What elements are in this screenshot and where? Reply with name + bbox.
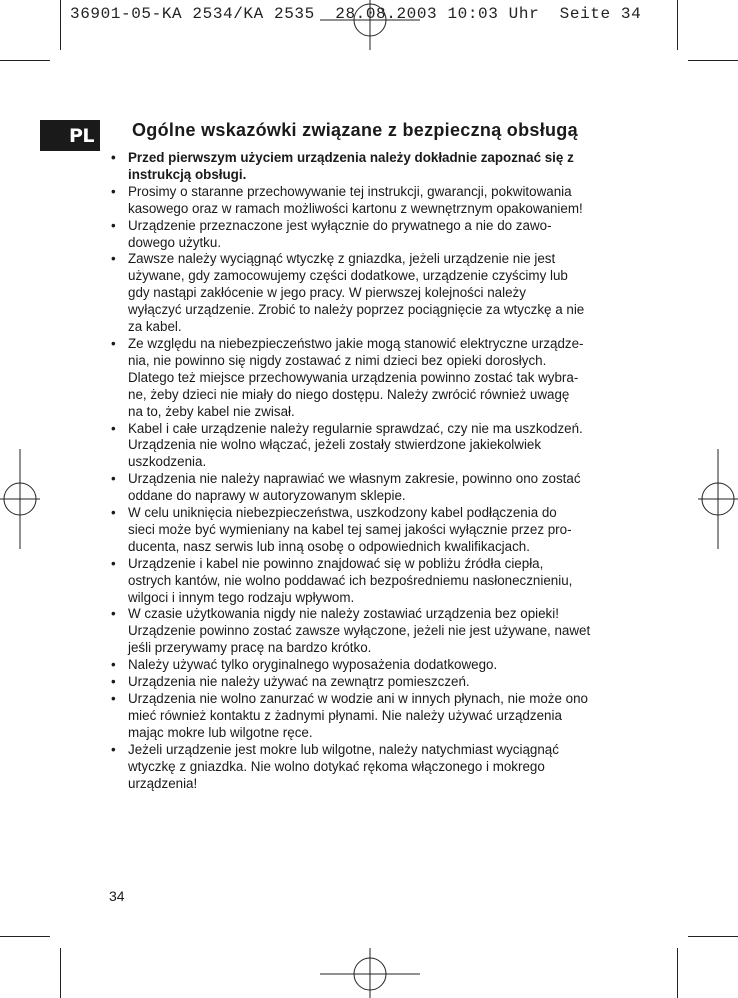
list-item-line: • Zawsze należy wyciągnąć wtyczkę z gniazdka, jeżeli urządzenie nie jest [128,251,556,267]
list-item-line: • W czasie użytkowania nigdy nie należy zostawiać urządzenia bez opieki! [128,606,559,622]
registration-mark-top [320,0,420,50]
crop-mark [60,0,61,50]
list-item [110,606,640,657]
list-item-line: mając mokre lub wilgotne ręce. [128,724,313,740]
list-item [110,184,640,218]
list-item [110,674,640,691]
registration-mark-bottom [320,948,420,998]
list-item-line: uszkodzenia. [128,454,207,470]
list-item-line: wyłączyć urządzenie. Zrobić to należy poprzez pociągnięcie za wtyczkę a nie [128,302,585,318]
list-item-line: ostrych kantów, nie wolno poddawać ich bezpośredniemu nasłonecznieniu, [128,572,573,588]
page-number: 34 [109,888,125,904]
list-item-line: • Należy używać tylko oryginalnego wyposażenia dodatkowego. [128,657,498,673]
crop-mark [60,948,61,998]
list-item-line: • Urządzenia nie wolno zanurzać w wodzie ani w innych płynach, nie może ono [128,691,588,706]
list-item-line: jeśli przerywamy pracę na bardzo krótko. [128,640,372,656]
list-item-line: kasowego oraz w ramach możliwości kartonu z wewnętrznym opakowaniem! [128,200,583,216]
list-item [110,742,640,793]
print-header: 36901-05-KA 2534/KA 2535 28.08.2003 10:03 Uhr Seite 34 [70,5,642,23]
list-item-line: • Kabel i całe urządzenie należy regularnie sprawdzać, czy nie ma uszkodzeń. [128,420,583,436]
list-item-line: Urządzenie powinno zostać zawsze wyłączone, jeżeli nie jest używane, nawet [128,623,591,639]
list-item-line: Dlatego też miejsce przechowywania urządzenia powinno zostać tak wybra- [128,369,579,385]
safety-list [110,150,640,792]
list-item-line: wtyczkę z gniazdka. Nie wolno dotykać rękoma włączonego i mokrego [128,758,545,774]
list-item [110,471,640,505]
list-item [110,556,640,607]
list-item-line: za kabel. [128,319,182,335]
list-item-line: • Urządzenie przeznaczone jest wyłącznie do prywatnego a nie do zawo- [128,217,552,233]
list-item-line: • Jeżeli urządzenie jest mokre lub wilgotne, należy natychmiast wyciągnąć [128,741,559,757]
list-item-line: oddane do naprawy w autoryzowanym sklepie. [128,488,406,504]
list-item-line: • Urządzenia nie należy naprawiać we własnym zakresie, powinno ono zostać [128,471,581,487]
list-item-line: urządzenia! [128,775,198,791]
list-item-line: nia, nie powinno się nigdy zostawać z nimi dzieci bez opieki dorosłych. [128,352,547,368]
crop-mark [688,936,738,937]
list-item-line: ducenta, nasz serwis lub inną osobę o odpowiednich kwalifikacjach. [128,538,530,554]
list-item-line: sieci może być wymieniany na kabel tej samej jakości wyłącznie przez pro- [128,521,572,537]
list-item-line: ne, żeby dzieci nie miały do niego dostępu. Należy zwrócić również uwagę [128,386,570,402]
list-item [110,336,640,421]
list-item-line: mieć również kontaktu z żadnymi płynami. Nie należy używać urządzenia [128,707,562,723]
list-item-line: gdy nastąpi zakłócenie w jego pracy. W pierwszej kolejności należy [128,285,526,301]
list-item [110,505,640,556]
list-item [110,218,640,252]
crop-mark [677,0,678,50]
crop-mark [0,60,50,61]
list-item-line: dowego użytku. [128,234,222,250]
crop-mark [0,936,50,937]
registration-mark-left [0,449,40,549]
language-tab: PL [40,120,100,151]
list-item-line: instrukcją obsługi. [128,166,247,182]
list-item-line: Urządzenia nie wolno włączać, jeżeli zostały stwierdzone jakiekolwiek [128,437,542,453]
list-item-line: • Urządzenia nie należy używać na zewnątrz pomieszczeń. [128,674,470,690]
list-item-line: • Prosimy o staranne przechowywanie tej instrukcji, gwarancji, pokwitowania [128,183,572,199]
list-item-line: używane, gdy zamocowujemy części dodatkowe, urządzenie czyścimy lub [128,268,568,284]
list-item-line: • Przed pierwszym użyciem urządzenia należy dokładnie zapoznać się z [128,150,574,165]
list-item [110,421,640,472]
list-item [110,150,640,184]
list-item-line: na to, żeby kabel nie zwisał. [128,403,295,419]
list-item-line: • W celu uniknięcia niebezpieczeństwa, uszkodzony kabel podłączenia do [128,505,557,521]
list-item [110,691,640,742]
crop-mark [677,948,678,998]
list-item-line: wilgoci i innym tego rodzaju wpływom. [128,589,355,605]
list-item-line: • Urządzenie i kabel nie powinno znajdować się w pobliżu źródła ciepła, [128,555,544,571]
list-item-line: • Ze względu na niebezpieczeństwo jakie mogą stanowić elektryczne urządze- [128,335,584,351]
page-title: Ogólne wskazówki związane z bezpieczną obsługą [132,120,578,140]
list-item [110,251,640,336]
registration-mark-right [698,449,738,549]
list-item [110,657,640,674]
crop-mark [688,60,738,61]
